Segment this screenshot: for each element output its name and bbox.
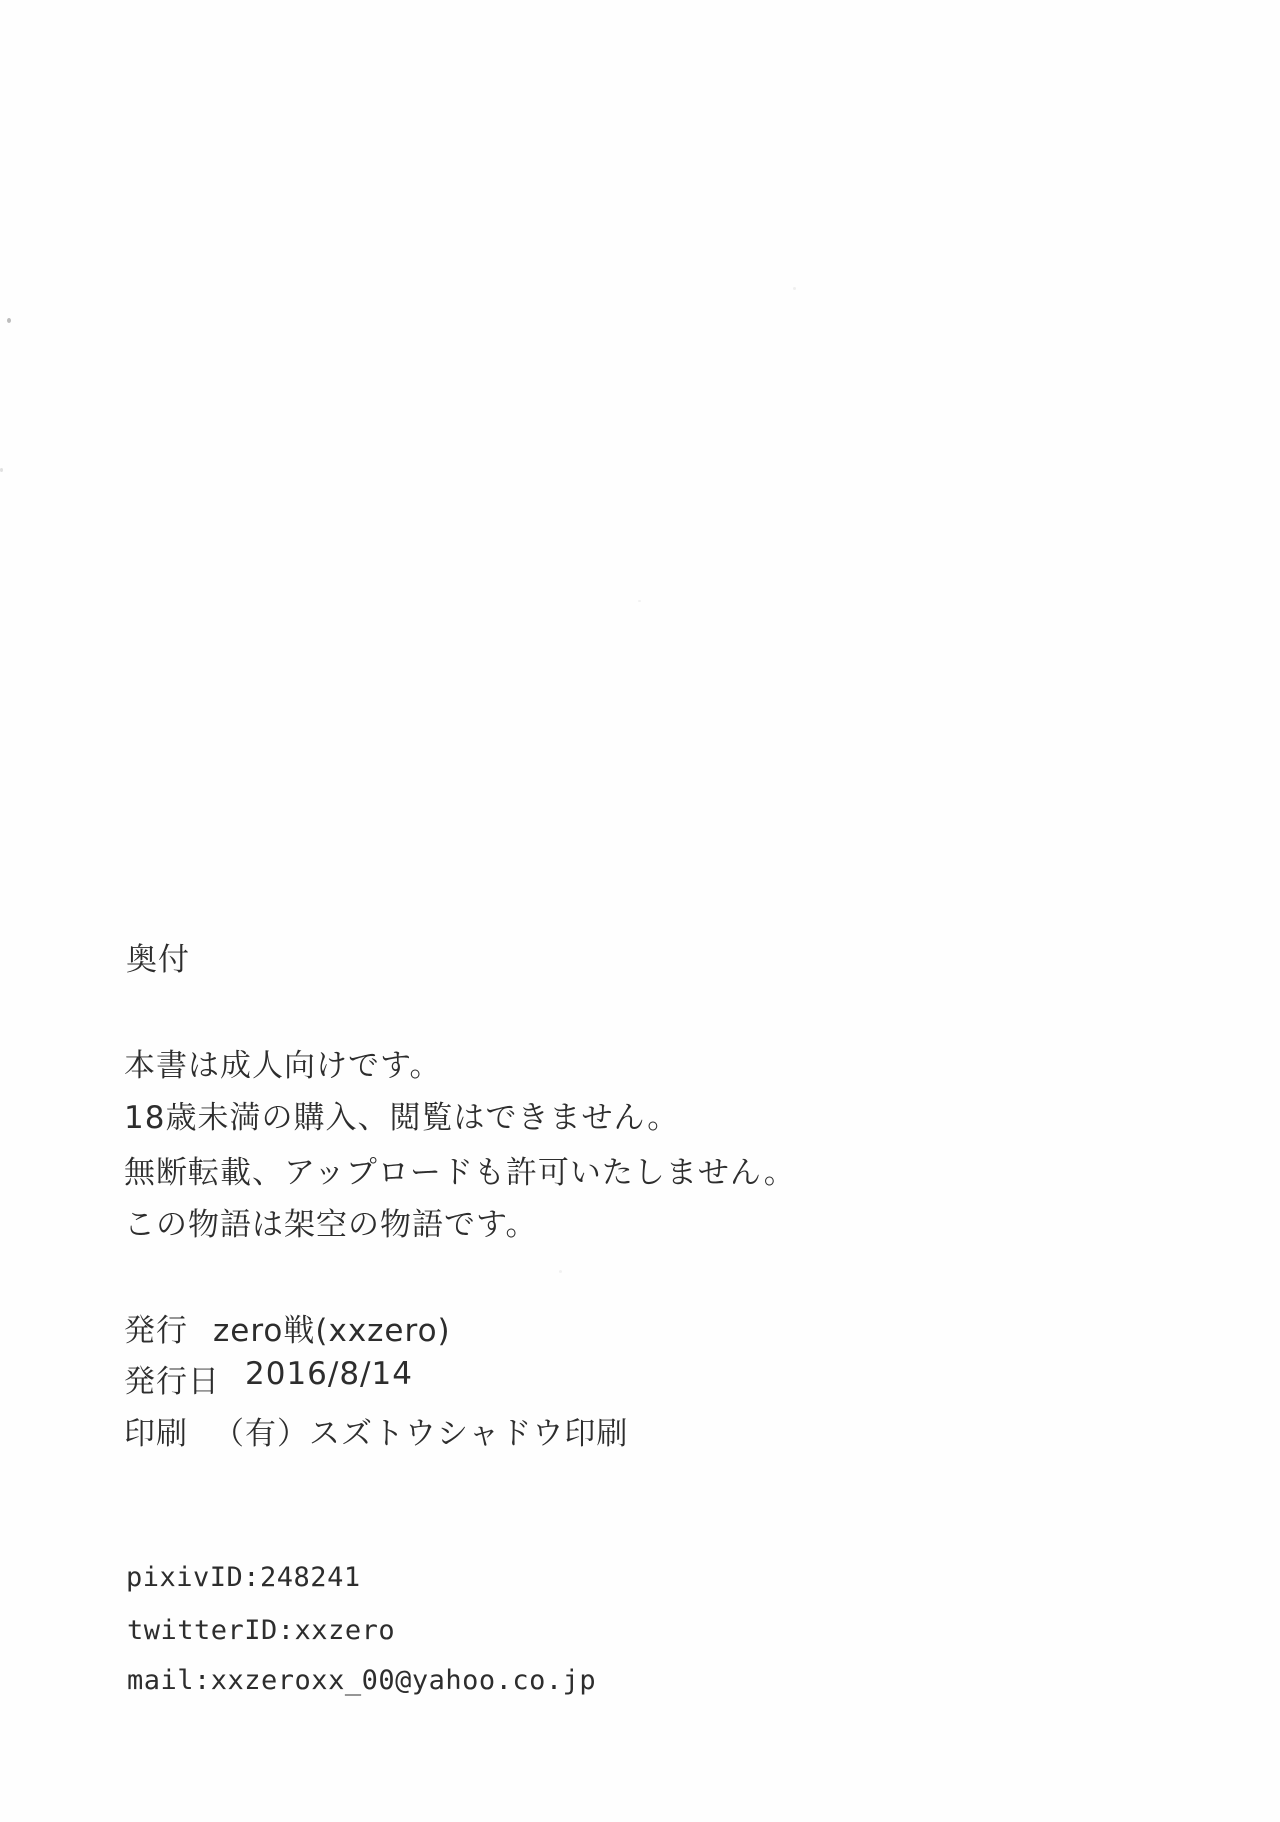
contact-line-mail: mail:xxzeroxx_00@yahoo.co.jp bbox=[127, 1665, 597, 1696]
publication-value: 2016/8/14 bbox=[245, 1356, 413, 1392]
publication-label: 印刷 bbox=[124, 1416, 188, 1452]
scan-speck bbox=[7, 318, 11, 323]
contact-line-pixiv-id: pixivID:248241 bbox=[126, 1562, 361, 1593]
publication-row-printer bbox=[124, 1408, 628, 1453]
publication-row-publisher bbox=[124, 1305, 451, 1350]
colophon-heading: 奥付 bbox=[126, 942, 190, 978]
publication-label: 発行日 bbox=[124, 1364, 220, 1400]
notice-line-no-reupload: 無断転載、アップロードも許可いたしません。 bbox=[124, 1155, 796, 1191]
scan-speck bbox=[559, 1270, 562, 1273]
scan-speck bbox=[793, 287, 796, 290]
notice-line-under-18: 18歳未満の購入、閲覧はできません。 bbox=[124, 1100, 680, 1136]
publication-value: （有）スズトウシャドウ印刷 bbox=[213, 1416, 629, 1452]
contact-line-twitter-id: twitterID:xxzero bbox=[127, 1615, 396, 1646]
publication-label: 発行 bbox=[124, 1313, 188, 1349]
publication-value: zero戦(xxzero) bbox=[213, 1313, 451, 1349]
notice-line-fiction: この物語は架空の物語です。 bbox=[124, 1207, 538, 1243]
notice-line-adult-only: 本書は成人向けです。 bbox=[124, 1048, 442, 1084]
publication-row-date bbox=[124, 1356, 413, 1401]
scan-speck bbox=[0, 468, 3, 472]
scan-speck bbox=[638, 600, 641, 602]
